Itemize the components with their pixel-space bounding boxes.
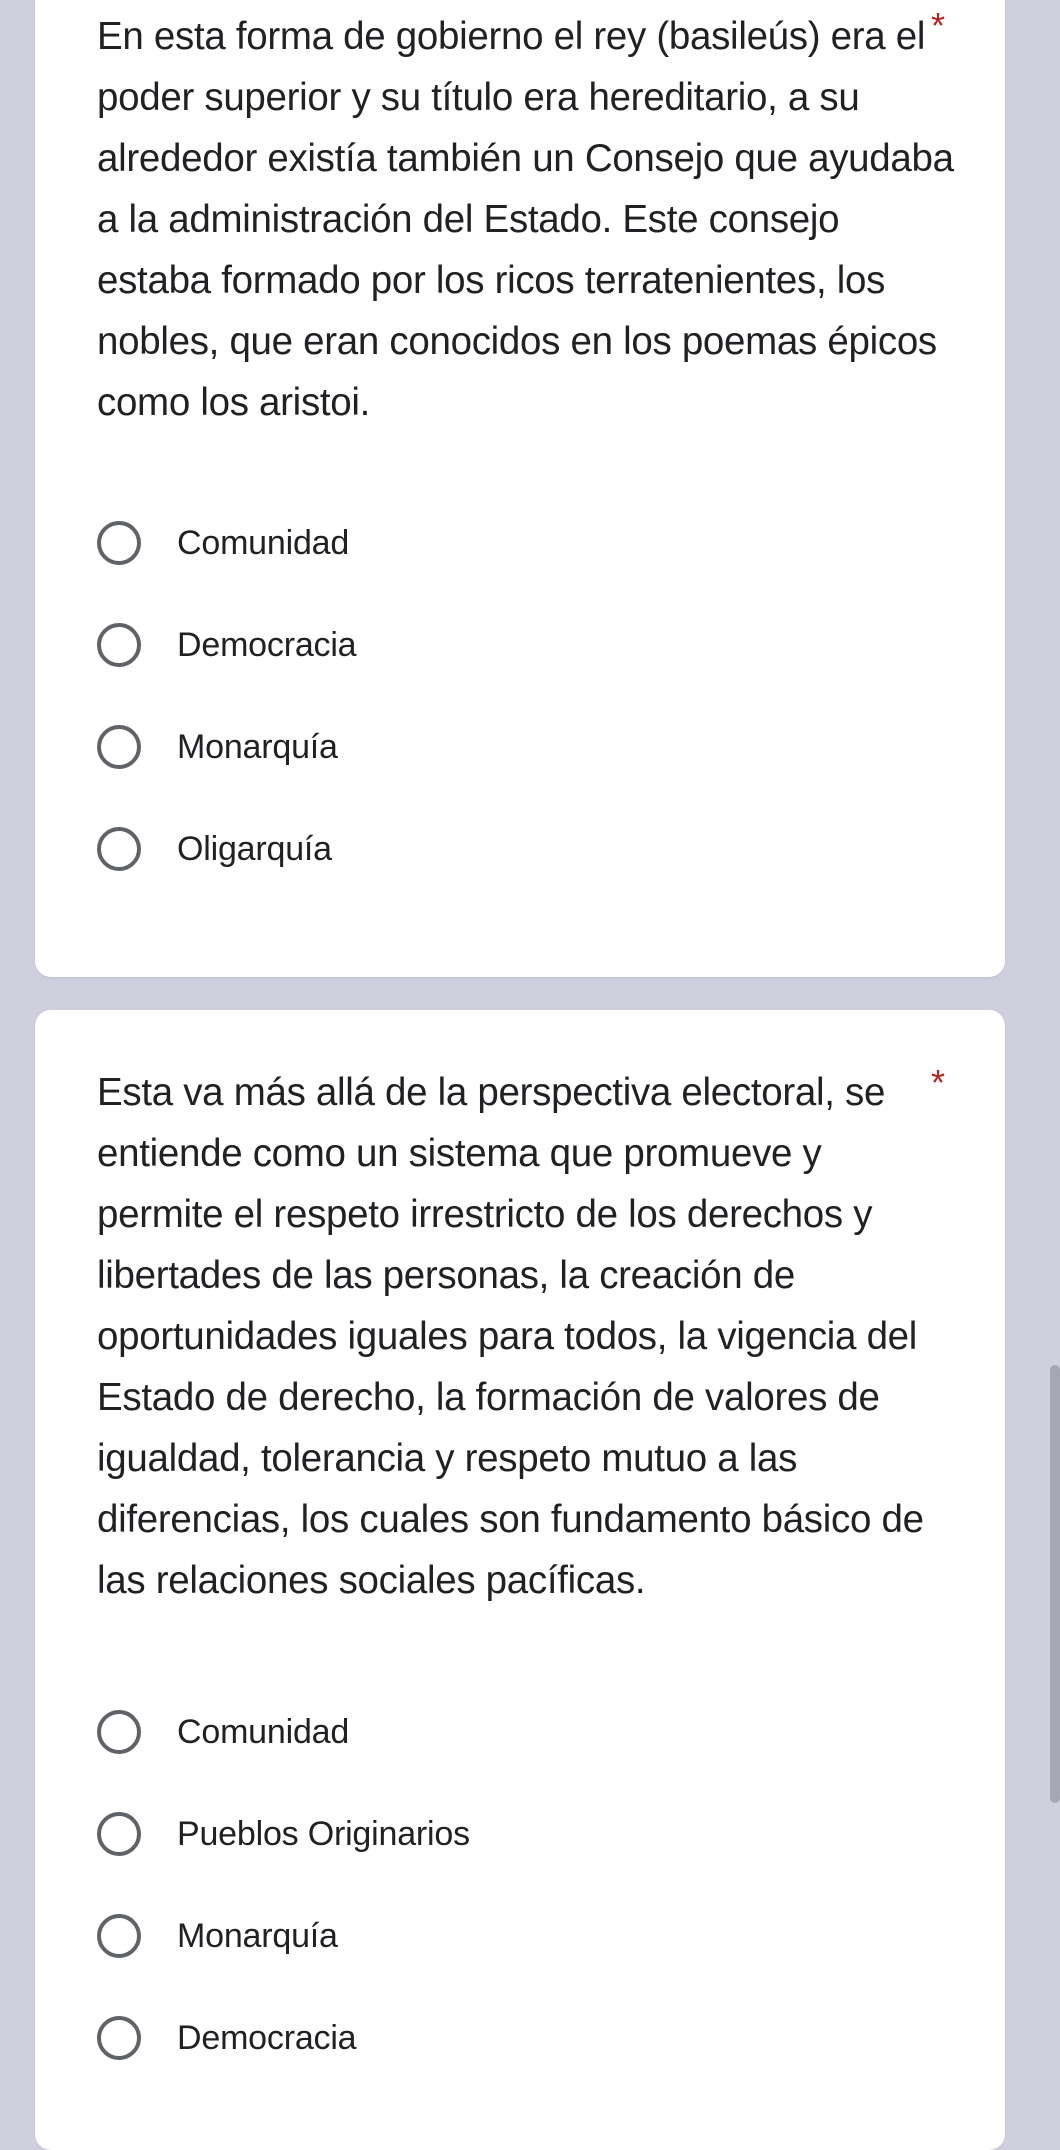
radio-group [97, 492, 356, 900]
required-asterisk: * [930, 5, 945, 46]
radio-button[interactable] [97, 2016, 141, 2060]
option-label: Comunidad [177, 523, 350, 562]
radio-group [97, 1681, 470, 2089]
scrollbar-thumb[interactable] [1050, 1365, 1060, 1803]
radio-button[interactable] [97, 827, 141, 871]
radio-option-monarquia[interactable] [97, 696, 356, 798]
option-label: Oligarquía [177, 829, 332, 868]
radio-option-comunidad[interactable] [97, 492, 356, 594]
required-asterisk: * [930, 1062, 945, 1103]
radio-option-democracia[interactable] [97, 1987, 470, 2089]
question-text: Esta va más allá de la perspectiva electoral, se entiende como un sistema que promueve y permite el respeto irrestricto de los derechos y libertades de las personas, la creación de oportunidades iguales para todos, la vigencia del Estado de derecho, la formación de valores de igualdad, tolerancia y respeto mutuo a las diferencias, los cuales son fundamento básico de las relaciones sociales pacíficas. [97, 1071, 924, 1602]
radio-button[interactable] [97, 623, 141, 667]
radio-option-oligarquia[interactable] [97, 798, 356, 900]
option-label: Democracia [177, 2018, 357, 2057]
radio-button[interactable] [97, 1812, 141, 1856]
radio-button[interactable] [97, 725, 141, 769]
question-card-2 [35, 1010, 1005, 2150]
radio-option-monarquia[interactable] [97, 1885, 470, 1987]
radio-option-democracia[interactable] [97, 594, 356, 696]
radio-option-comunidad[interactable] [97, 1681, 470, 1783]
option-label: Comunidad [177, 1712, 350, 1751]
option-label: Democracia [177, 625, 357, 664]
option-label: Monarquía [177, 1916, 338, 1955]
radio-option-pueblos-originarios[interactable] [97, 1783, 470, 1885]
question-text: En esta forma de gobierno el rey (basileús) era el poder superior y su título era hereditario, a su alrededor existía también un Consejo que ayudaba a la administración del Estado. Este consejo estaba formado por los ricos terratenientes, los nobles, que eran conocidos en los poemas épicos como los aristoi. [97, 15, 954, 424]
radio-button[interactable] [97, 1710, 141, 1754]
option-label: Monarquía [177, 727, 338, 766]
option-label: Pueblos Originarios [177, 1814, 470, 1853]
radio-button[interactable] [97, 1914, 141, 1958]
question-card-1 [35, 0, 1005, 977]
radio-button[interactable] [97, 521, 141, 565]
